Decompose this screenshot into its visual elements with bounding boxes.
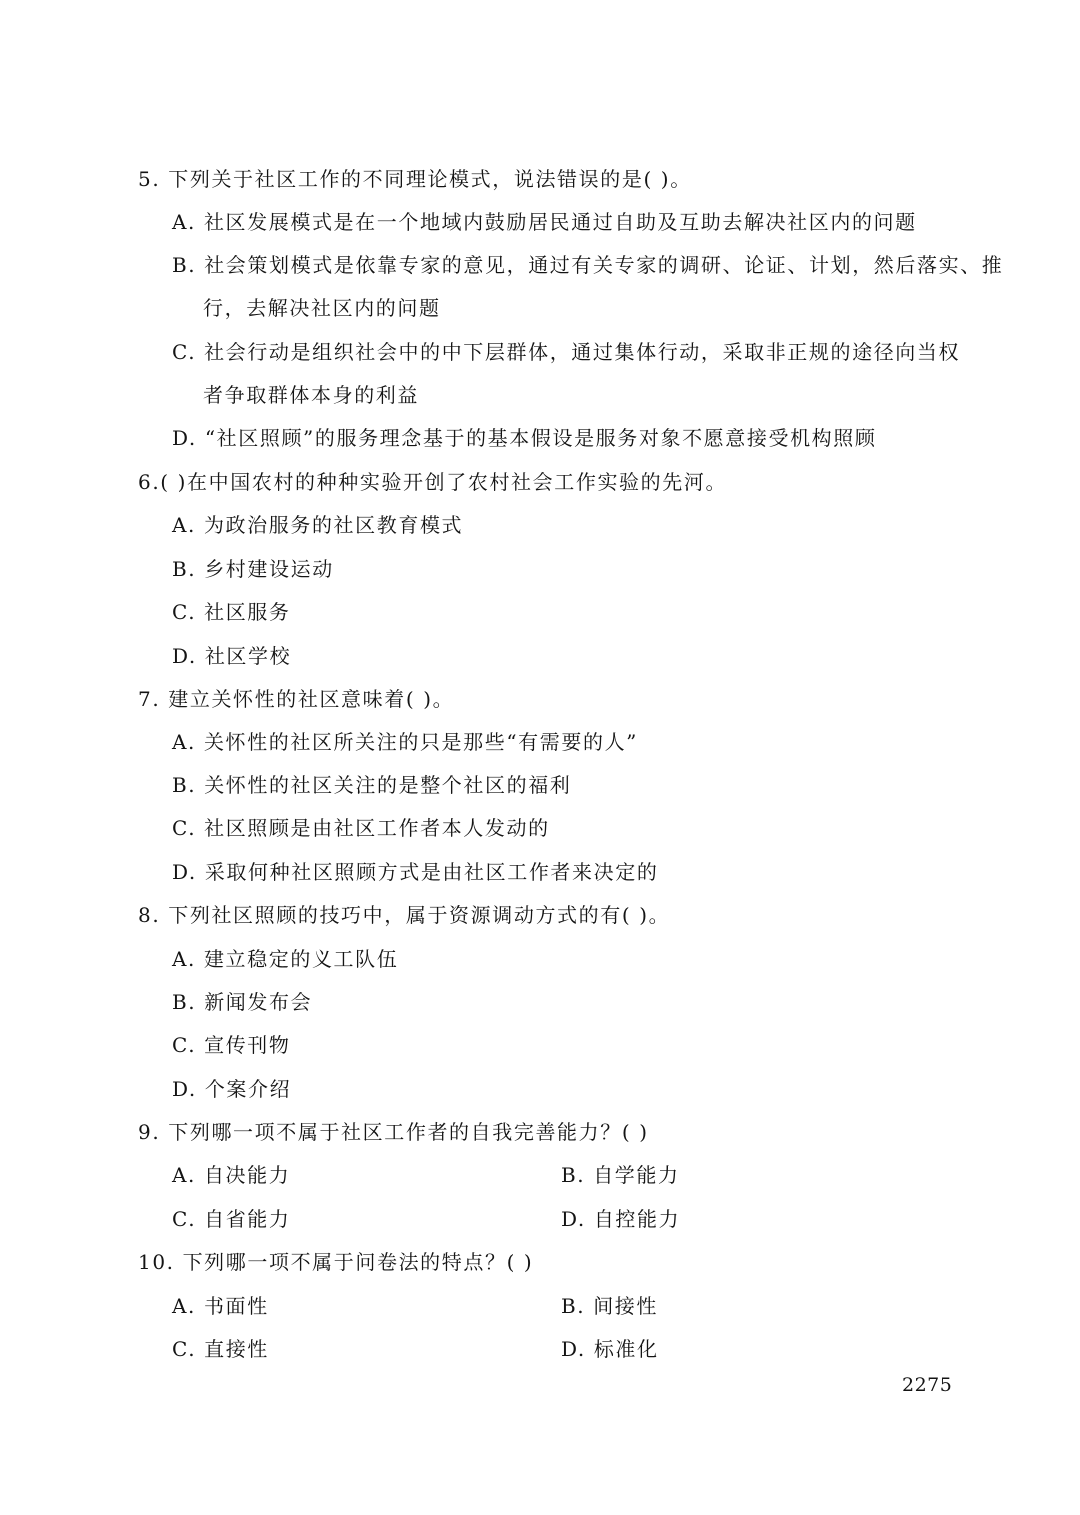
question-6-stem: 6.( )在中国农村的种种实验开创了农村社会工作实验的先河。: [138, 470, 728, 494]
question-5-option-d: D. “社区照顾”的服务理念基于的基本假设是服务对象不愿意接受机构照顾: [172, 426, 877, 450]
question-8-stem: 8. 下列社区照顾的技巧中，属于资源调动方式的有( )。: [138, 903, 671, 927]
question-5-option-a: A. 社区发展模式是在一个地域内鼓励居民通过自助及互助去解决社区内的问题: [172, 210, 917, 234]
question-10-option-b: B. 间接性: [561, 1294, 659, 1318]
question-5-option-b-continued: 行，去解决社区内的问题: [203, 296, 441, 320]
question-10-option-c: C. 直接性: [172, 1337, 269, 1361]
question-6-option-c: C. 社区服务: [172, 600, 291, 624]
question-10-option-d: D. 标准化: [561, 1337, 659, 1361]
question-9-option-b: B. 自学能力: [561, 1163, 680, 1187]
question-9-option-d: D. 自控能力: [561, 1207, 681, 1231]
question-9-option-a: A. 自决能力: [172, 1163, 291, 1187]
question-7-option-d: D. 采取何种社区照顾方式是由社区工作者来决定的: [172, 860, 659, 884]
question-9-option-c: C. 自省能力: [172, 1207, 291, 1231]
question-6-option-a: A. 为政治服务的社区教育模式: [172, 513, 464, 537]
question-8-option-c: C. 宣传刊物: [172, 1033, 291, 1057]
question-8-option-b: B. 新闻发布会: [172, 990, 313, 1014]
question-5-option-c-continued: 者争取群体本身的利益: [203, 383, 419, 407]
question-10-option-a: A. 书面性: [172, 1294, 269, 1318]
question-7-option-c: C. 社区照顾是由社区工作者本人发动的: [172, 816, 550, 840]
question-5-option-c: C. 社会行动是组织社会中的中下层群体，通过集体行动，采取非正规的途径向当权: [172, 340, 961, 364]
question-5-option-b: B. 社会策划模式是依靠专家的意见，通过有关专家的调研、论证、计划，然后落实、推: [172, 253, 1004, 277]
page-number: 2275: [902, 1374, 953, 1396]
question-7-option-b: B. 关怀性的社区关注的是整个社区的福利: [172, 773, 572, 797]
question-8-option-d: D. 个案介绍: [172, 1077, 292, 1101]
question-6-option-d: D. 社区学校: [172, 644, 292, 668]
question-7-stem: 7. 建立关怀性的社区意味着( )。: [138, 687, 455, 711]
question-10-stem: 10. 下列哪一项不属于问卷法的特点？( ): [138, 1250, 534, 1274]
question-9-stem: 9. 下列哪一项不属于社区工作者的自我完善能力？( ): [138, 1120, 649, 1144]
question-8-option-a: A. 建立稳定的义工队伍: [172, 947, 399, 971]
question-6-option-b: B. 乡村建设运动: [172, 557, 334, 581]
question-7-option-a: A. 关怀性的社区所关注的只是那些“有需要的人”: [172, 730, 639, 754]
question-5-stem: 5. 下列关于社区工作的不同理论模式，说法错误的是( )。: [138, 167, 692, 191]
